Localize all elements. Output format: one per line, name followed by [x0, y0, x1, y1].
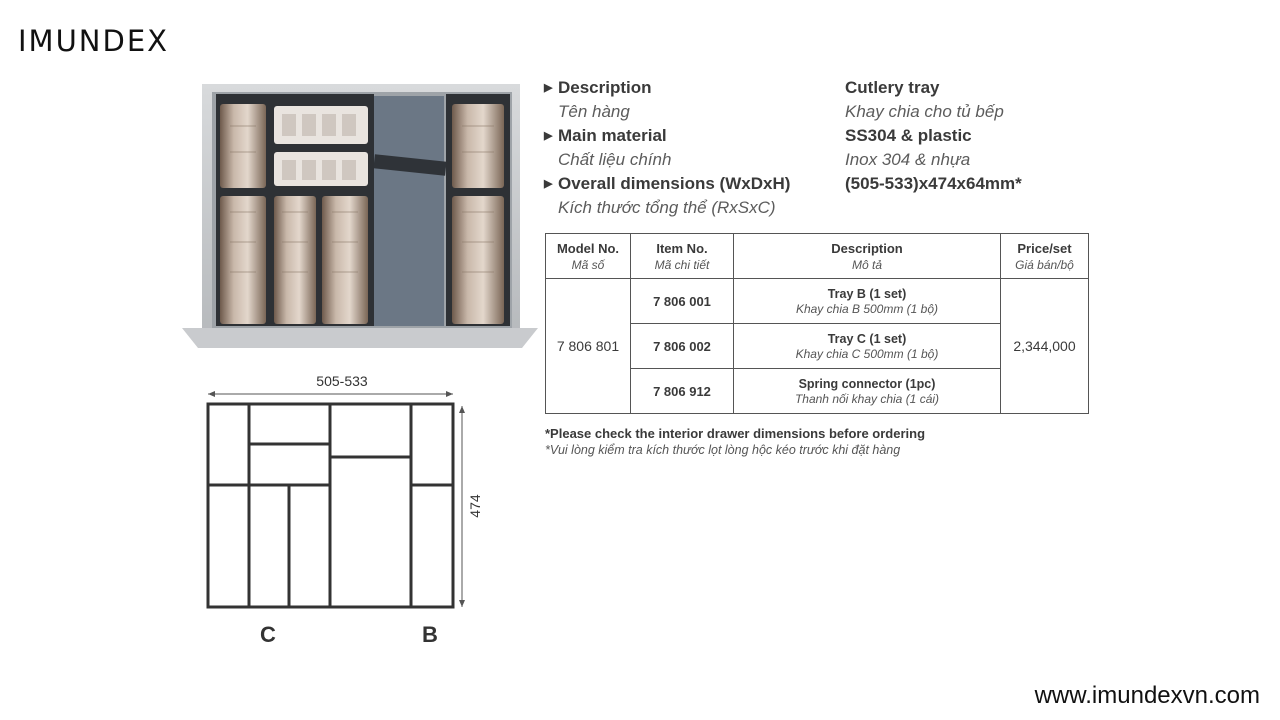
spec-value: Cutlery tray — [845, 78, 940, 97]
spec-label-vi: Chất liệu chính — [558, 150, 672, 169]
item-description: Tray C (1 set) Khay chia C 500mm (1 bộ) — [734, 324, 1001, 369]
spec-value-vi: Inox 304 & nhựa — [845, 150, 971, 169]
spec-value: (505-533)x474x64mm* — [845, 174, 1022, 193]
website-link[interactable]: www.imundexvn.com — [1034, 682, 1260, 709]
item-number: 7 806 001 — [631, 279, 734, 324]
spec-label-vi: Kích thước tổng thể (RxSxC) — [558, 198, 776, 217]
brand-logo: IMUNDEX — [18, 24, 170, 58]
spec-dimensions — [544, 174, 1104, 198]
spec-value-vi: Khay chia cho tủ bếp — [845, 102, 1004, 121]
label-tray-c: C — [260, 622, 276, 647]
width-label: 505-533 — [316, 373, 368, 389]
col-header-item: Item No. Mã chi tiết — [631, 234, 734, 279]
col-header-model: Model No. Mã số — [546, 234, 631, 279]
col-header-description: Description Mô tả — [734, 234, 1001, 279]
spec-label: Main material — [558, 126, 667, 145]
table-header-row — [546, 234, 1089, 279]
triangle-right-icon: ▶ — [544, 82, 553, 94]
triangle-right-icon: ▶ — [544, 178, 553, 190]
spec-label: Description — [558, 78, 652, 97]
product-photo — [182, 82, 538, 350]
label-tray-b: B — [422, 622, 438, 647]
triangle-right-icon: ▶ — [544, 130, 553, 142]
price-value: 2,344,000 — [1001, 279, 1089, 414]
spec-material — [544, 126, 1104, 150]
price-table — [545, 233, 1089, 414]
note-vietnamese: *Vui lòng kiểm tra kích thước lọt lòng hộc kéo trước khi đặt hàng — [545, 443, 901, 457]
spec-label-vi: Tên hàng — [558, 102, 630, 121]
table-row — [546, 279, 1089, 324]
spec-value: SS304 & plastic — [845, 126, 972, 145]
spec-description — [544, 78, 1104, 102]
item-number: 7 806 912 — [631, 369, 734, 414]
item-description: Tray B (1 set) Khay chia B 500mm (1 bộ) — [734, 279, 1001, 324]
note-english: *Please check the interior drawer dimensions before ordering — [545, 426, 926, 441]
layout-diagram — [200, 372, 500, 652]
tray-dividers — [208, 404, 453, 607]
depth-label: 474 — [467, 494, 483, 518]
item-description: Spring connector (1pc) Thanh nối khay chia (1 cái) — [734, 369, 1001, 414]
col-header-price: Price/set Giá bán/bộ — [1001, 234, 1089, 279]
item-number: 7 806 002 — [631, 324, 734, 369]
spec-list — [544, 78, 1104, 222]
model-number: 7 806 801 — [546, 279, 631, 414]
spec-label: Overall dimensions (WxDxH) — [558, 174, 791, 193]
